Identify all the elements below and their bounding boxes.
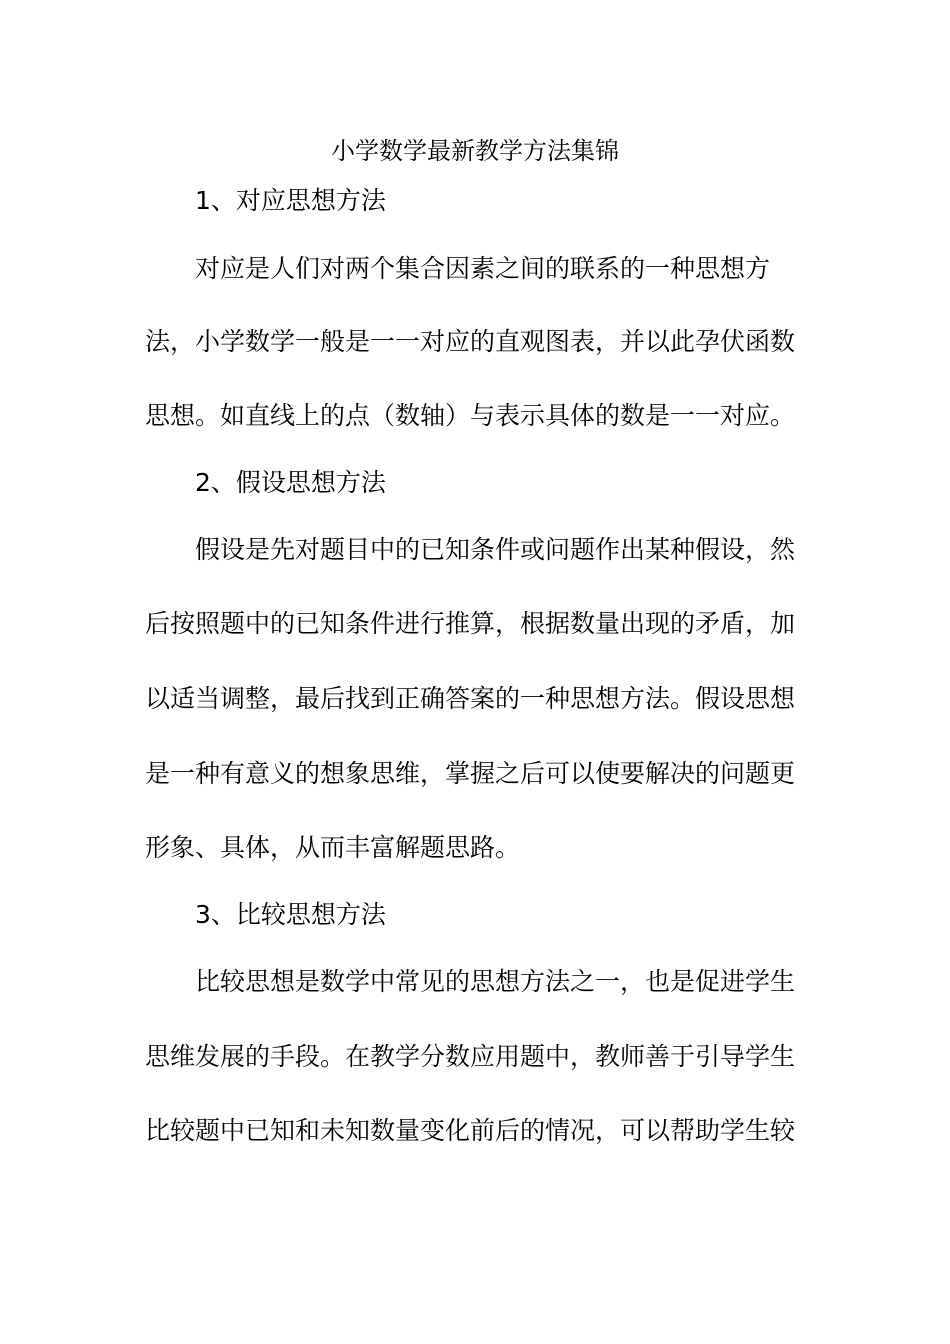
paragraph-line: 以适当调整，最后找到正确答案的一种思想方法。假设思想 [145,684,796,713]
paragraph-line: 是一种有意义的想象思维，掌握之后可以使要解决的问题更 [145,759,796,788]
paragraph-line: 比较题中已知和未知数量变化前后的情况，可以帮助学生较 [145,1116,796,1145]
paragraph-line: 思维发展的手段。在教学分数应用题中，教师善于引导学生 [145,1042,796,1071]
section-heading-2: 2、假设思想方法 [195,468,386,497]
paragraph-line: 法，小学数学一般是一一对应的直观图表，并以此孕伏函数 [145,327,796,356]
section-heading-1: 1、对应思想方法 [195,186,386,215]
paragraph-line: 假设是先对题目中的已知条件或问题作出某种假设，然 [195,535,796,564]
paragraph-line: 比较思想是数学中常见的思想方法之一，也是促进学生 [195,967,796,996]
paragraph-line: 思想。如直线上的点（数轴）与表示具体的数是一一对应。 [145,401,796,430]
paragraph-line: 形象、具体，从而丰富解题思路。 [145,833,521,862]
paragraph-line: 对应是人们对两个集合因素之间的联系的一种思想方 [195,254,771,283]
paragraph-line: 后按照题中的已知条件进行推算，根据数量出现的矛盾，加 [145,609,796,638]
section-heading-3: 3、比较思想方法 [195,900,386,929]
document-title: 小学数学最新教学方法集锦 [331,137,619,165]
